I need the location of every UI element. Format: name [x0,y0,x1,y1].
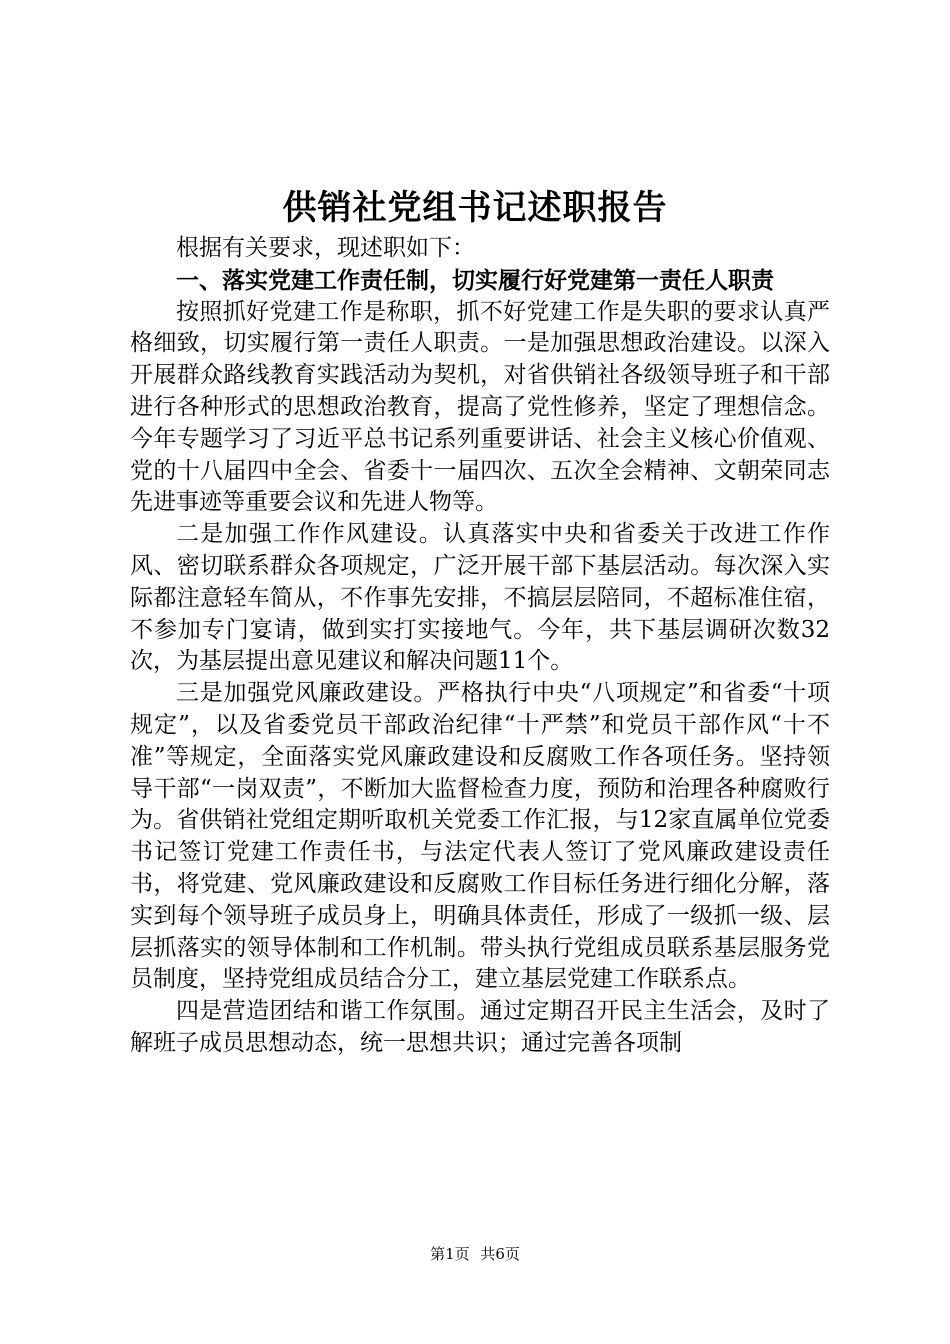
paragraph: 按照抓好党建工作是称职，抓不好党建工作是失职的要求认真严格细致，切实履行第一责任人职责。一是加强思想政治建设。以深入开展群众路线教育实践活动为契机，对省供销社各级领导班子和干部进行各种形式的思想政治教育，提高了党性修养，坚定了理想信念。今年专题学习了习近平总书记系列重要讲话、社会主义核心价值观、党的十八届四中全会、省委十一届四次、五次全会精神、文朝荣同志先进事迹等重要会议和先进人物等。 [130,298,830,516]
page-footer [0,1244,950,1264]
paragraph: 四是营造团结和谐工作氛围。通过定期召开民主生活会，及时了解班子成员思想动态，统一思想共识；通过完善各项制 [130,998,830,1056]
document-body [130,233,830,1060]
paragraph: 二是加强工作作风建设。认真落实中央和省委关于改进工作作风、密切联系群众各项规定，广泛开展干部下基层活动。每次深入实际都注意轻车简从，不作事先安排，不搞层层陪同，不超标准住宿，不参加专门宴请，做到实打实接地气。今年，共下基层调研次数32次，为基层提出意见建议和解决问题11个。 [130,521,830,675]
document-title: 供销社党组书记述职报告 [282,188,668,228]
section-heading: 一、落实党建工作责任制，切实履行好党建第一责任人职责 [176,266,774,294]
intro-paragraph: 根据有关要求，现述职如下： [176,235,475,261]
paragraph: 三是加强党风廉政建设。严格执行中央“八项规定”和省委“十项规定”，以及省委党员干部政治纪律“十严禁”和党员干部作风“十不准”等规定，全面落实党风廉政建设和反腐败工作各项任务。坚持领导干部“一岗双责”，不断加大监督检查力度，预防和治理各种腐败行为。省供销社党组定期听取机关党委工作汇报，与12家直属单位党委书记签订党建工作责任书，与法定代表人签订了党风廉政建设责任书，将党建、党风廉政建设和反腐败工作目标任务进行细化分解，落实到每个领导班子成员身上，明确具体责任，形成了一级抓一级、层层抓落实的领导体制和工作机制。带头执行党组成员联系基层服务党员制度，坚持党组成员结合分工，建立基层党建工作联系点。 [130,680,830,993]
page-total: 共6页 [480,1245,520,1263]
page-number: 第1页 [430,1245,470,1263]
